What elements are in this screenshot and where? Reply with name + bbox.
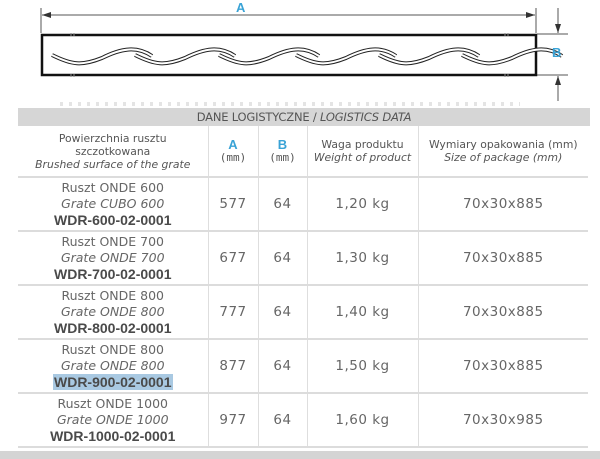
- header-product-pl-2: szczotkowana: [75, 144, 151, 158]
- product-name-en: Grate ONDE 1000: [56, 412, 169, 427]
- header-a: [208, 126, 258, 177]
- table-row: [18, 177, 588, 231]
- dimension-b-value: 64: [258, 177, 307, 231]
- dimension-b-value: 64: [258, 285, 307, 339]
- product-name-pl: Ruszt ONDE 800: [61, 288, 165, 303]
- package-value: 70x30x885: [418, 285, 588, 339]
- dimension-b-value: 64: [258, 339, 307, 393]
- product-cell: [18, 393, 208, 447]
- dimension-a-label: A: [236, 0, 246, 15]
- product-cell: [18, 177, 208, 231]
- header-package: [418, 126, 588, 177]
- product-code[interactable]: WDR-600-02-0001: [54, 212, 172, 228]
- dimension-b-label: B: [552, 45, 562, 60]
- header-product: [18, 126, 208, 177]
- product-code[interactable]: WDR-800-02-0001: [54, 320, 172, 336]
- header-package-pl: Wymiary opakowania (mm): [428, 138, 578, 151]
- product-cell: [18, 231, 208, 285]
- product-code[interactable]: WDR-700-02-0001: [54, 266, 172, 282]
- header-weight: [307, 126, 418, 177]
- title-separator: /: [309, 110, 321, 124]
- header-b: [258, 126, 307, 177]
- header-weight-pl: Waga produktu: [321, 138, 404, 151]
- table-row: [18, 285, 588, 339]
- header-a-label: A: [228, 137, 238, 152]
- title-en: LOGISTICS DATA: [320, 110, 412, 124]
- product-name-en: Grate ONDE 800: [60, 357, 165, 373]
- page-bottom-divider: [0, 451, 600, 459]
- product-name-pl: Ruszt ONDE 800: [61, 341, 165, 357]
- weight-value: 1,30 kg: [307, 231, 418, 285]
- product-name-en: Grate ONDE 800: [60, 304, 165, 319]
- product-code-selected[interactable]: WDR-900-02-0001: [54, 373, 172, 390]
- data-table: [18, 126, 588, 448]
- table-row: [18, 393, 588, 447]
- grate-drawing: [0, 0, 600, 108]
- product-name-pl: Ruszt ONDE 700: [61, 234, 165, 249]
- weight-value: 1,50 kg: [307, 339, 418, 393]
- header-product-en: Brushed surface of the grate: [35, 157, 191, 171]
- header-weight-en: Weight of product: [313, 151, 412, 164]
- dimension-a-value: 977: [208, 393, 258, 447]
- dimension-b-value: 64: [258, 393, 307, 447]
- table-row: [18, 339, 588, 393]
- dimension-a-value: 877: [208, 339, 258, 393]
- header-a-unit: (mm): [219, 151, 247, 164]
- header-b-unit: (mm): [269, 151, 296, 164]
- dimension-b-value: 64: [258, 231, 307, 285]
- grate-outline-icon: [0, 0, 600, 108]
- product-cell: [18, 339, 208, 393]
- header-row: [18, 126, 588, 177]
- package-value: 70x30x885: [418, 177, 588, 231]
- product-cell: [18, 285, 208, 339]
- product-code[interactable]: WDR-1000-02-0001: [50, 428, 176, 444]
- table-row: [18, 231, 588, 285]
- weight-value: 1,60 kg: [307, 393, 418, 447]
- header-package-en: Size of package (mm): [444, 151, 563, 164]
- package-value: 70x30x985: [418, 393, 588, 447]
- package-value: 70x30x885: [418, 231, 588, 285]
- dimension-a-value: 577: [208, 177, 258, 231]
- weight-value: 1,20 kg: [307, 177, 418, 231]
- product-name-pl: Ruszt ONDE 600: [61, 180, 165, 195]
- title-pl: DANE LOGISTYCZNE: [196, 110, 310, 124]
- header-product-pl-1: Powierzchnia rusztu: [58, 131, 167, 145]
- product-name-pl: Ruszt ONDE 1000: [57, 396, 168, 411]
- logistics-table: [18, 108, 590, 448]
- package-value: 70x30x885: [418, 339, 588, 393]
- table-title: [18, 108, 590, 126]
- product-name-en: Grate CUBO 600: [61, 196, 165, 211]
- product-name-en: Grate ONDE 700: [60, 250, 165, 265]
- header-b-label: B: [277, 137, 288, 152]
- dimension-a-value: 777: [208, 285, 258, 339]
- weight-value: 1,40 kg: [307, 285, 418, 339]
- dimension-a-value: 677: [208, 231, 258, 285]
- cropped-text-fragment: [60, 102, 520, 106]
